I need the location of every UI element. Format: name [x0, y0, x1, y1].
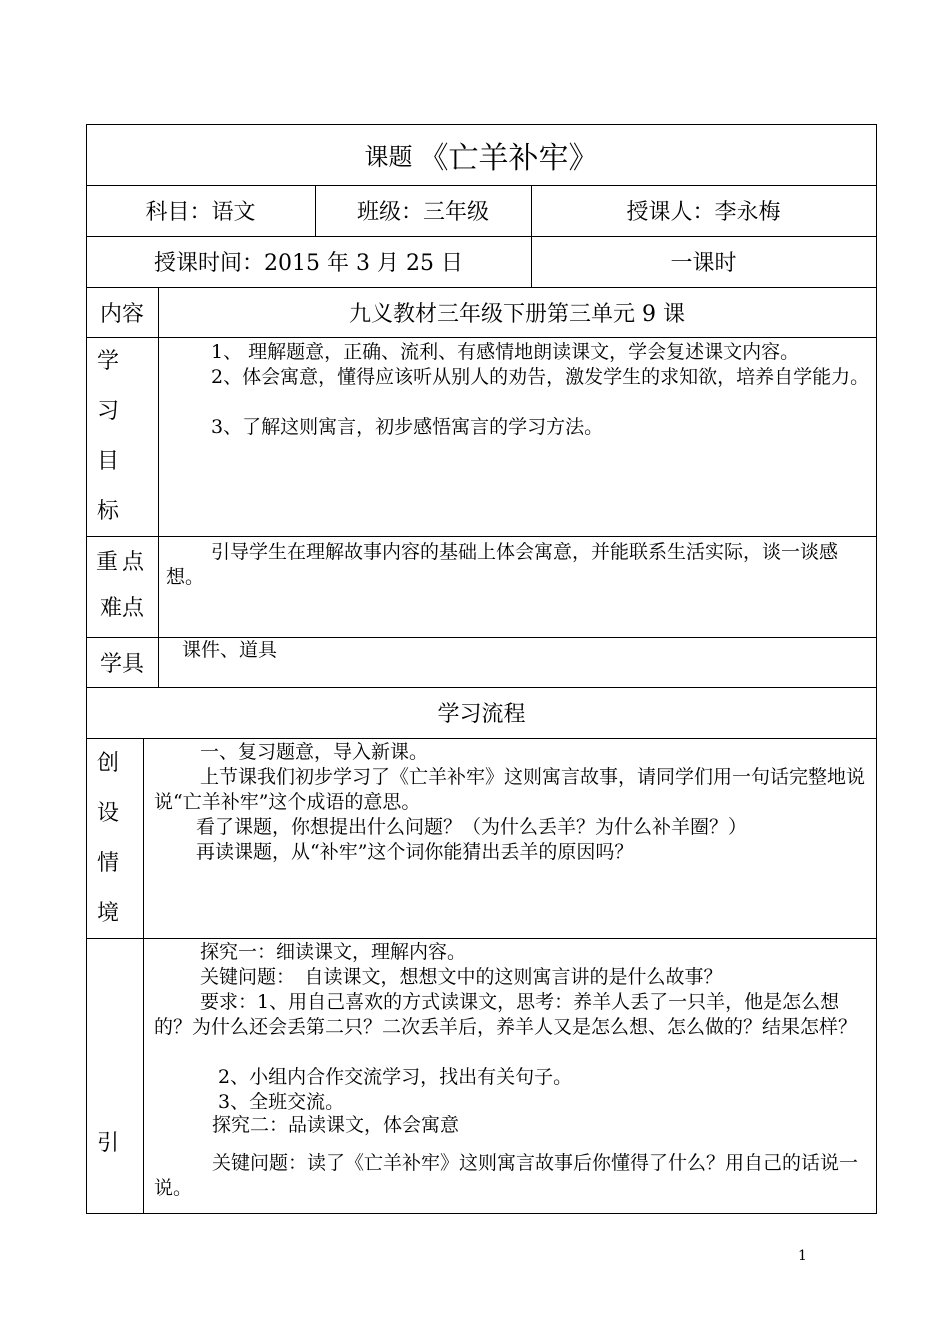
- scenario-paragraph: 再读课题，从“补牢”这个词你能猜出丢羊的原因吗？: [196, 841, 634, 863]
- objective-item: 3、了解这则寓言，初步感悟寓言的学习方法。: [211, 416, 604, 438]
- key-points-label: [86, 540, 158, 632]
- guide-paragraph: 要求：1、用自己喜欢的方式读课文，思考：养羊人丢了一只羊，他是怎么想的？为什么还会丢第二只？二次丢羊后，养羊人又是怎么想、怎么做的？结果怎样？: [154, 991, 858, 1038]
- scenario-paragraph: 看了课题，你想提出什么问题？（为什么丢羊？为什么补羊圈？）: [196, 816, 748, 838]
- class-time-cell: 授课时间：2015 年 3 月 25 日: [154, 251, 463, 276]
- label-char: 情: [96, 851, 119, 876]
- scenario-paragraph: 上节课我们初步学习了《亡羊补牢》这则寓言故事，请同学们用一句话完整地说说“亡羊补牢”这个成语的意思。: [154, 766, 866, 813]
- objective-item: 2、体会寓意，懂得应该听从别人的劝告，激发学生的求知欲，培养自学能力。: [211, 366, 870, 388]
- scenario-label: [86, 739, 130, 939]
- guide-paragraph: 探究二：品读课文，体会寓意: [212, 1114, 460, 1136]
- label-char: 目: [96, 449, 119, 474]
- tools-label: 学具: [99, 651, 144, 677]
- guide-paragraph: 3、全班交流。: [218, 1091, 345, 1113]
- guide-label: 引: [96, 1130, 119, 1156]
- content-label: 内容: [99, 301, 144, 327]
- objective-item: 1、 理解题意，正确、流利、有感情地朗读课文，学会复述课文内容。: [211, 341, 800, 363]
- title-prefix: 课题: [364, 143, 413, 171]
- teacher-cell: 授课人：李永梅: [626, 200, 781, 225]
- guide-paragraph: 关键问题： 自读课文，想想文中的这则寓言讲的是什么故事？: [200, 966, 723, 988]
- label-char: 习: [96, 399, 119, 424]
- scenario-paragraph: 一、复习题意，导入新课。: [200, 741, 429, 763]
- grade-cell: 班级：三年级: [356, 200, 489, 225]
- guide-paragraph: 关键问题：读了《亡羊补牢》这则寓言故事后你懂得了什么？用自己的话说一说。: [154, 1152, 859, 1199]
- key-points-label-line2: 难点: [99, 596, 144, 621]
- subject-cell: 科目：语文: [145, 200, 256, 225]
- content-text: 九义教材三年级下册第三单元 9 课: [349, 301, 685, 327]
- tools-text: 课件、道具: [182, 639, 278, 661]
- periods-cell: 一课时: [670, 251, 737, 276]
- guide-paragraph: 探究一：细读课文，理解内容。: [200, 941, 467, 963]
- label-char: 设: [96, 801, 119, 826]
- key-points-label-line1: 重点: [95, 550, 148, 575]
- lesson-title: [86, 124, 877, 185]
- key-points-text: 引导学生在理解故事内容的基础上体会寓意，并能联系生活实际，谈一谈感想。: [166, 541, 839, 588]
- label-char: 创: [96, 751, 119, 776]
- label-char: 学: [96, 349, 119, 374]
- page-number: 1: [798, 1248, 807, 1264]
- objectives-label: [86, 337, 130, 537]
- process-title: 学习流程: [437, 702, 526, 727]
- guide-paragraph: 2、小组内合作交流学习，找出有关句子。: [218, 1066, 573, 1088]
- label-char: 境: [96, 901, 119, 926]
- label-char: 标: [96, 499, 119, 524]
- title-name: 《亡羊补牢》: [418, 140, 599, 176]
